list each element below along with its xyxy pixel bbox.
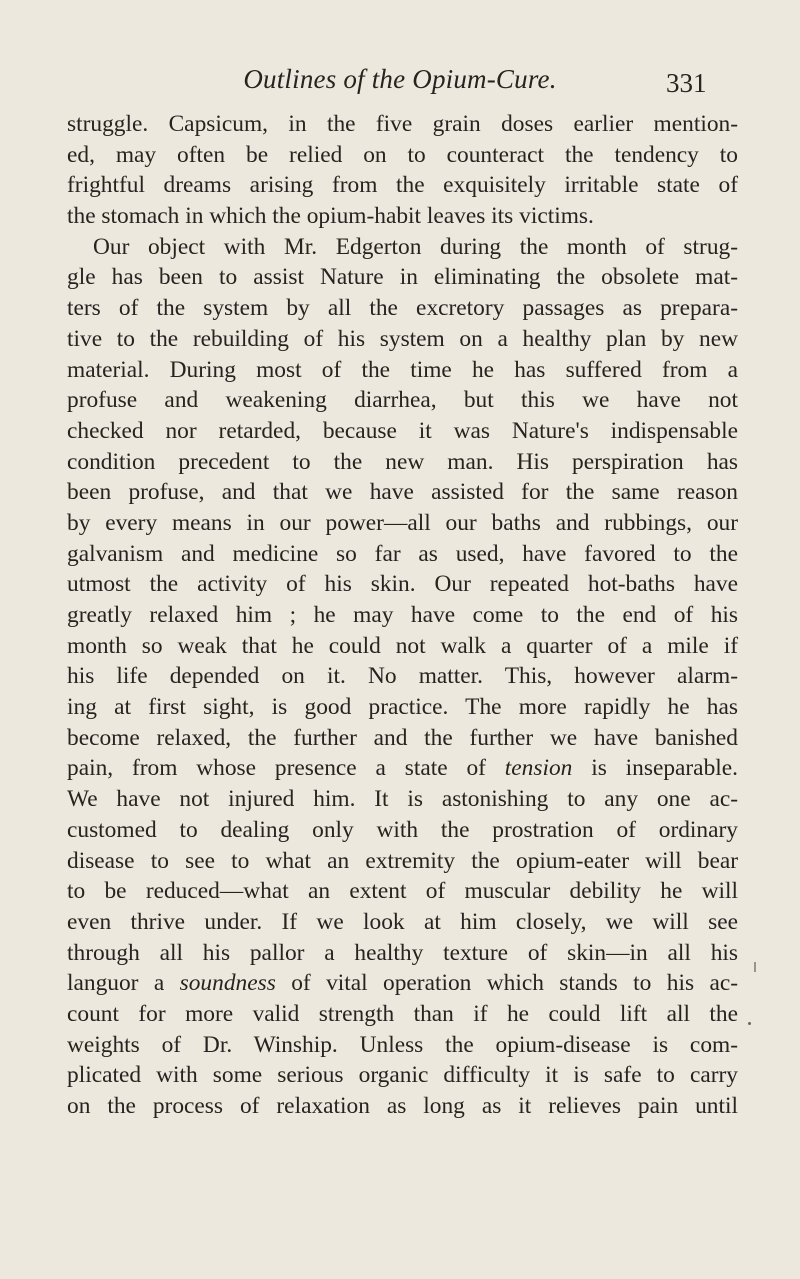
text-line: languor a soundness of vital operation which stands to his ac- bbox=[67, 970, 739, 997]
text-line: galvanism and medicine so far as used, have favored to the bbox=[67, 540, 738, 567]
running-title: Outlines of the Opium-Cure. bbox=[243, 64, 557, 94]
text-line: weights of Dr. Winship. Unless the opium-disease is com- bbox=[67, 1031, 738, 1058]
text-line: ters of the system by all the excretory passages as prepara- bbox=[67, 295, 738, 322]
text-line: through all his pallor a healthy texture of skin—in all his bbox=[67, 939, 738, 966]
text-line: material. During most of the time he has suffered from a bbox=[67, 356, 738, 383]
text-line: struggle. Capsicum, in the five grain doses earlier mention- bbox=[67, 111, 738, 137]
italic-word: tension bbox=[504, 755, 573, 782]
text-line: customed to dealing only with the prostration of ordinary bbox=[67, 816, 738, 843]
text-line: by every means in our power—all our baths and rubbings, our bbox=[67, 509, 738, 536]
text-line: utmost the activity of his skin. Our repeated hot-baths have bbox=[67, 571, 738, 598]
margin-speck bbox=[748, 1022, 751, 1025]
text-line: We have not injured him. It is astonishing to any one ac- bbox=[67, 786, 738, 813]
paragraph-first-line: Our object with Mr. Edgerton during the month of strug- bbox=[93, 233, 738, 260]
text-line: gle has been to assist Nature in eliminating the obsolete mat- bbox=[67, 264, 738, 291]
italic-word: soundness bbox=[179, 970, 276, 997]
text-line: even thrive under. If we look at him closely, we will see bbox=[67, 908, 738, 935]
text-line: profuse and weakening diarrhea, but this we have not bbox=[67, 387, 738, 414]
text-line: frightful dreams arising from the exquisitely irritable state of bbox=[67, 172, 738, 199]
text-line: disease to see to what an extremity the opium-eater will bear bbox=[67, 847, 738, 874]
text-line: been profuse, and that we have assisted for the same reason bbox=[67, 479, 738, 506]
text-line: ed, may often be relied on to counteract the tendency to bbox=[67, 141, 738, 168]
text-line: on the process of relaxation as long as it relieves pain until bbox=[67, 1093, 738, 1119]
text-line: checked nor retarded, because it was Nature's indispensable bbox=[67, 417, 738, 444]
margin-speck bbox=[754, 962, 756, 972]
text-line: count for more valid strength than if he could lift all the bbox=[67, 1000, 738, 1027]
text-line: plicated with some serious organic difficulty it is safe to carry bbox=[67, 1062, 738, 1089]
text-line: month so weak that he could not walk a quarter of a mile if bbox=[67, 632, 738, 659]
text-line: to be reduced—what an extent of muscular debility he will bbox=[67, 878, 738, 905]
page-number: 331 bbox=[666, 68, 707, 98]
text-line: greatly relaxed him ; he may have come to the end of his bbox=[67, 602, 738, 628]
text-line: tive to the rebuilding of his system on a healthy plan by new bbox=[67, 325, 738, 352]
page-header bbox=[0, 62, 800, 102]
text-line: condition precedent to the new man. His perspiration has bbox=[67, 448, 738, 475]
body-text bbox=[67, 109, 738, 1122]
text-line: become relaxed, the further and the further we have banished bbox=[67, 724, 738, 751]
text-line: the stomach in which the opium-habit leaves its victims. bbox=[67, 203, 594, 230]
text-line: pain, from whose presence a state of tension is inseparable. bbox=[67, 755, 738, 782]
text-line: ing at first sight, is good practice. The more rapidly he has bbox=[67, 694, 738, 721]
text-line: his life depended on it. No matter. This, however alarm- bbox=[67, 663, 738, 690]
